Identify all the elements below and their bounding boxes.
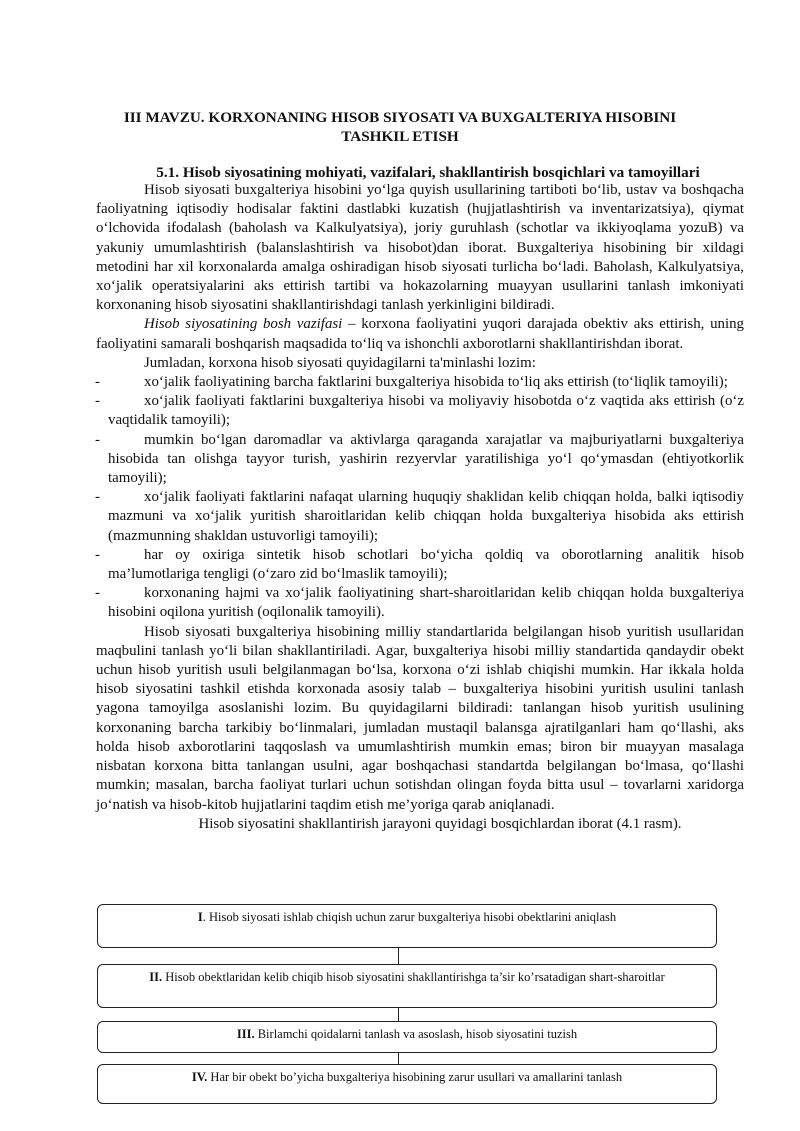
list-bullet: - [95,585,100,602]
list-item [96,431,744,489]
diagram-step-3 [97,1021,717,1053]
list-item-text: xo‘jalik faoliyati faktlarini buxgalteriya hisobi va moliyaviy hisobotda o‘z vaqtida aks ettirish (o‘z vaqtidalik tamoyili); [108,393,744,429]
chapter-title: III MAVZU. KORXONANING HISOB SIYOSATI VA BUXGALTERIYA HISOBINI TASHKIL ETISH [123,109,677,145]
list-bullet: - [95,546,100,563]
step-number: IV. [191,1070,208,1084]
list-item-text: korxonaning hajmi va xo‘jalik faoliyatining shart-sharoitlaridan kelib chiqqan holda buxgalteriya hisobini oqilona yuritish (oqilonalik tamoyili). [108,585,744,621]
list-item [96,373,744,392]
list-item-text: xo‘jalik faoliyatining barcha faktlarini buxgalteriya hisobida to‘liq aks ettirish (to‘liqlik tamoyili); [144,374,728,391]
diagram-connector [398,1053,399,1064]
list-bullet: - [95,431,100,448]
document-body [96,181,744,834]
paragraph-4: Hisob siyosati buxgalteriya hisobining milliy standartlarida belgilangan hisob yuritish usullaridan maqbulini tanlash yo‘li bilan shakllantiriladi. Agar, buxgalteriya hisobi milliy standartida qandaydir obekt uchun hisob yuritish usuli belgilanmagan bo‘lsa, korxona o‘zi ishlab chiqishi mumkin. Har ikkala holda hisob siyosatini tashkil etishda korxonada asosiy talab – buxgalteriya hisobini yuritish usulini tanlash yagona tamoyilga asoslanishi lozim. Bu quyidagilarni bildiradi: tanlangan hisob yuritish usulining korxonaning barcha tarkibiy bo‘linmalari, jumladan mustaqil balansga ajratilganlari ham qo‘llashi, aks holda hisob axborotlarini taqqoslash va umumlashtirish mumkin emas; biron bir muayyan masalaga nisbatan korxona bitta tanlangan usulni, agar boshqachasi standartda belgilangan bo‘lmasa, qo‘llashi mumkin; masalan, barcha faoliyat turlari uchun sotishdan olingan foyda bitta usul – tovarlarni xaridorga jo‘natish va hisob-kitob hujjatlarini taqdim etish me’yoriga qarab aniqlanadi. [96,623,744,813]
diagram-step-2 [97,964,717,1008]
list-item [96,488,744,546]
step-number: III. [236,1027,255,1041]
principles-list [96,373,744,623]
list-item [96,584,744,622]
list-item [96,392,744,430]
paragraph-3: Jumladan, korxona hisob siyosati quyidagilarni ta'minlashi lozim: [144,354,536,371]
paragraph-2-rest: – korxona faoliyatini yuqori darajada obektiv aks ettirish, uning faoliyatini samarali boshqarish maqsadida to‘liq va ishonchli axborotlarni shakllantirishdan iborat. [96,316,744,352]
list-item [96,546,744,584]
paragraph-2-term: Hisob siyosatining bosh vazifasi [144,316,343,333]
list-item-text: har oy oxiriga sintetik hisob schotlari bo‘yicha qoldiq va oborotlarning analitik hisob ma’lumotlariga tengligi (o‘zaro zid bo‘lmaslik tamoyili); [108,546,744,583]
paragraph-2 [96,315,744,353]
list-item-text: xo‘jalik faoliyati faktlarini nafaqat ularning huquqiy shaklidan kelib chiqqan holda, balki iqtisodiy mazmuni va xo‘jalik yuritish sharoitlaridan kelib chiqqan holda buxgalteriya hisobida aks ettirish (mazmunning shakldan ustuvorligi tamoyili); [108,489,744,544]
diagram-connector [398,1008,399,1021]
step-text: Hisob obektlaridan kelib chiqib hisob siyosatini shakllantirishga ta’sir ko’rsatadigan shart-sharoitlar [162,970,665,984]
diagram-step-1 [97,904,717,948]
step-number: I [197,910,203,924]
step-number: II. [149,970,163,984]
list-bullet: - [95,393,100,410]
step-text: Birlamchi qoidalarni tanlash va asoslash, hisob siyosatini tuzish [254,1027,578,1041]
list-bullet: - [95,489,100,506]
step-text: Har bir obekt bo’yicha buxgalteriya hisobining zarur usullari va amallarini tanlash [207,1070,623,1084]
diagram-intro: Hisob siyosatini shakllantirish jarayoni quyidagi bosqichlardan iborat (4.1 rasm). [198,815,682,832]
paragraph-1: Hisob siyosati buxgalteriya hisobini yo‘lga quyish usullarining tartiboti bo‘lib, ustav va boshqacha faoliyatning iqtisodiy hodisalar faktini dastlabki kuzatish (hujjatlashtirish va inventarizatsiya), qiymat o‘lchovida ifodalash (baholash va Kalkulyatsiya), joriy guruhlash (schotlar va ikkiyoqlama yozuB) va yakuniy umumlashtirish (balanslashtirish va hisobot)dan iborat. Buxgalteriya hisobining bir xildagi metodini har xil korxonalarda amalga oshiradigan hisob siyosati turlicha bo‘ladi. Baholash, Kalkulyatsiya, xo‘jalik operatsiyalarini aks ettirish tartibi va hokazolarning muayyan usullarini tanlash imkoniyati korxonaning hisob siyosatini shakllantirishdagi tanlash yerkinligini bildiradi. [96,182,744,314]
section-heading: 5.1. Hisob siyosatining mohiyati, vazifalari, shakllantirish bosqichlari va tamoyillari [156,164,700,181]
step-text: . Hisob siyosati ishlab chiqish uchun zarur buxgalteriya hisobi obektlarini aniqlash [202,910,617,924]
list-bullet: - [95,374,100,391]
diagram-step-4 [97,1064,717,1104]
list-item-text: mumkin bo‘lgan daromadlar va aktivlarga qaraganda xarajatlar va majburiyatlarni buxgalteriya hisobida tan olishga tayyor turish, yashirin rezyervlar yaratilishiga yo‘l qo‘ymasdan (ehtiyotkorlik tamoyili); [108,431,744,487]
diagram-connector [398,948,399,964]
